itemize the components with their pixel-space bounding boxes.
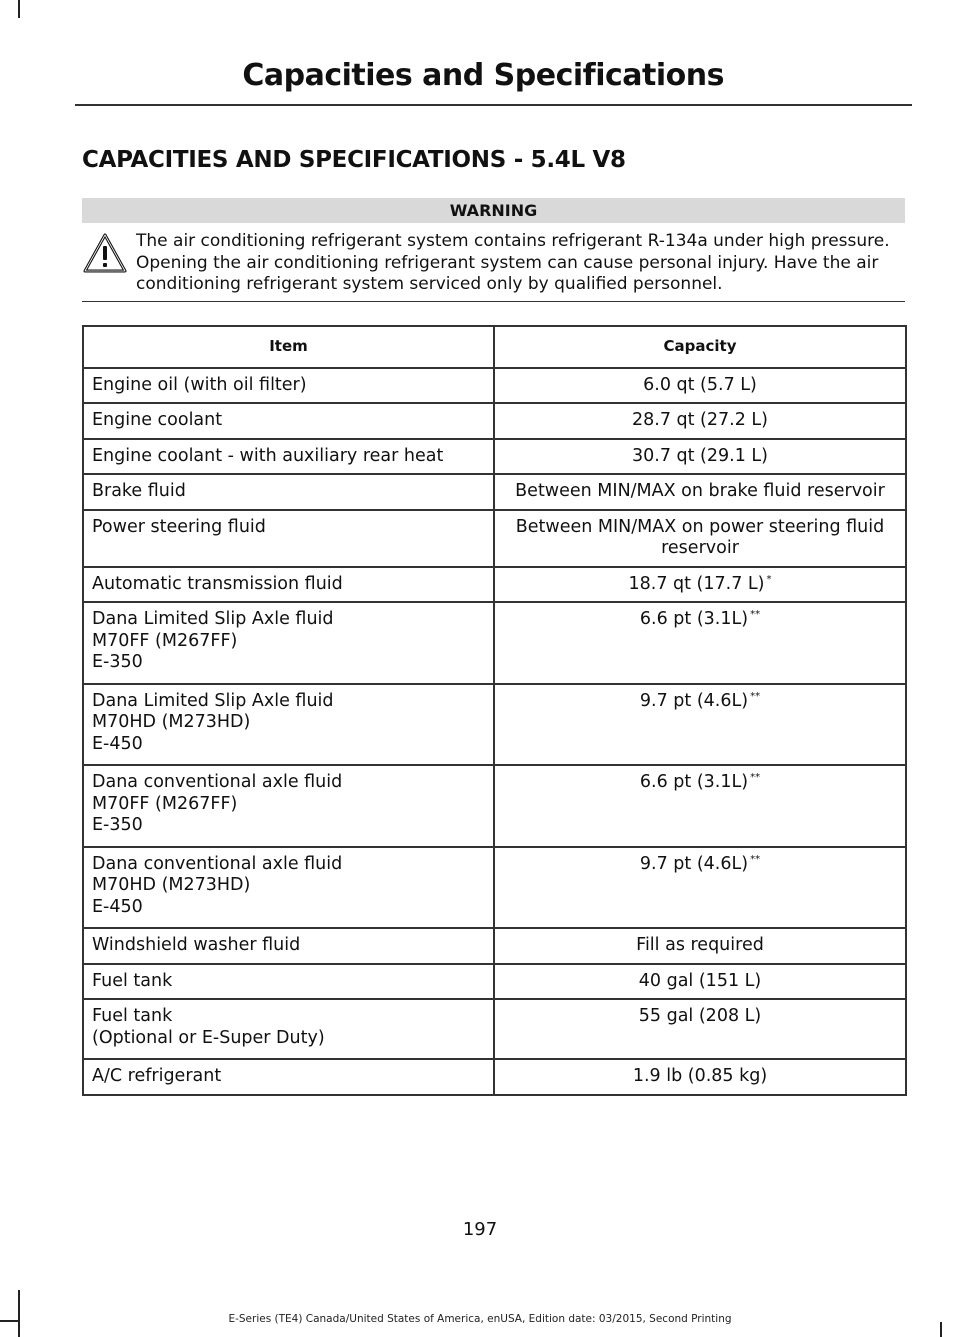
item-cell <box>83 928 494 964</box>
capacity-line <box>503 574 897 596</box>
item-line: Dana conventional axle fluid <box>92 772 343 792</box>
capacity-line <box>503 935 897 957</box>
capacity-cell <box>494 510 906 567</box>
capacity-cell <box>494 684 906 766</box>
item-line: Fuel tank <box>92 1006 173 1026</box>
warning-text: The air conditioning refrigerant system contains refrigerant R-134a under high pressure. Opening the air conditioning refrigerant system can cause personal injury. Have the air conditioning refrigerant system serviced only by qualified personnel. <box>136 231 890 294</box>
capacity-line <box>503 517 897 539</box>
item-line: Brake fluid <box>92 481 186 501</box>
page-number: 197 <box>462 1219 498 1240</box>
item-cell <box>83 602 494 684</box>
capacity-value: 28.7 qt (27.2 L) <box>632 410 768 430</box>
item-line: M70HD (M273HD) <box>92 712 251 732</box>
capacity-cell <box>494 847 906 929</box>
item-line: Windshield washer fluid <box>92 935 301 955</box>
capacity-value: 6.6 pt (3.1L) <box>639 609 749 629</box>
item-line: E-450 <box>92 733 143 754</box>
section-title: CAPACITIES AND SPECIFICATIONS - 5.4L V8 <box>82 147 626 173</box>
warning-rule <box>82 301 905 302</box>
capacity-value: 6.0 qt (5.7 L) <box>643 374 757 395</box>
item-line: Engine coolant - with auxiliary rear heat <box>92 445 444 466</box>
table-body <box>83 368 906 1095</box>
capacity-cell <box>494 439 906 475</box>
item-cell <box>83 403 494 439</box>
crop-mark-top-left <box>18 0 20 18</box>
footnote-marker: ** <box>750 690 761 702</box>
capacity-line <box>503 1006 897 1028</box>
header-rule <box>75 104 912 106</box>
item-line: Engine coolant <box>92 410 223 430</box>
capacity-line <box>503 375 897 397</box>
footer-text: E-Series (TE4) Canada/United States of America, enUSA, Edition date: 03/2015, Second Printing <box>228 1313 732 1325</box>
item-cell <box>83 567 494 603</box>
item-cell <box>83 999 494 1059</box>
item-cell <box>83 1059 494 1095</box>
table-row <box>83 1059 906 1095</box>
capacity-line <box>503 538 897 560</box>
table-row <box>83 567 906 603</box>
table-row <box>83 999 906 1059</box>
capacity-value: 40 gal (151 L) <box>638 970 762 991</box>
table-row <box>83 439 906 475</box>
capacity-value: 6.6 pt (3.1L) <box>639 772 749 792</box>
capacity-cell <box>494 403 906 439</box>
item-line: E-450 <box>92 896 143 917</box>
capacity-cell <box>494 602 906 684</box>
capacity-line <box>503 772 897 794</box>
item-line: Engine oil (with oil filter) <box>92 374 307 395</box>
table-row <box>83 602 906 684</box>
item-cell <box>83 765 494 847</box>
capacity-value: Between MIN/MAX on power steering fluid <box>515 516 885 537</box>
table-row <box>83 403 906 439</box>
item-cell <box>83 684 494 766</box>
item-line: Dana Limited Slip Axle fluid <box>92 609 334 629</box>
capacities-table <box>82 325 907 1096</box>
capacity-cell <box>494 567 906 603</box>
footnote-marker: ** <box>750 772 761 783</box>
table-header-row <box>83 326 906 368</box>
capacity-line <box>503 410 897 432</box>
table-row <box>83 368 906 404</box>
item-line: Dana Limited Slip Axle fluid <box>92 690 334 711</box>
item-cell <box>83 474 494 510</box>
item-line: (Optional or E-Super Duty) <box>92 1027 325 1048</box>
item-line: E-350 <box>92 815 143 835</box>
capacity-value: 55 gal (208 L) <box>638 1006 762 1026</box>
capacity-value: 9.7 pt (4.6L) <box>639 853 749 874</box>
item-line: E-350 <box>92 652 143 672</box>
table-row <box>83 928 906 964</box>
column-header-capacity: Capacity <box>494 326 906 368</box>
item-line: M70FF (M267FF) <box>92 793 238 814</box>
item-line: Automatic transmission fluid <box>92 573 343 594</box>
capacity-cell <box>494 928 906 964</box>
capacity-line <box>503 1066 897 1088</box>
item-cell <box>83 964 494 1000</box>
capacity-line <box>503 971 897 993</box>
table-row <box>83 684 906 766</box>
warning-label: WARNING <box>82 198 905 223</box>
capacity-value: 30.7 qt (29.1 L) <box>632 445 768 466</box>
table-row <box>83 765 906 847</box>
capacity-value: 18.7 qt (17.7 L) <box>628 573 765 594</box>
table-row <box>83 510 906 567</box>
capacity-cell <box>494 1059 906 1095</box>
table-row <box>83 964 906 1000</box>
warning-triangle-icon <box>82 232 128 274</box>
capacity-value: 1.9 lb (0.85 kg) <box>632 1066 768 1086</box>
item-line: A/C refrigerant <box>92 1066 222 1086</box>
footnote-marker: ** <box>750 853 761 865</box>
item-cell <box>83 847 494 929</box>
column-header-item: Item <box>83 326 494 368</box>
capacity-cell <box>494 964 906 1000</box>
table-row <box>83 847 906 929</box>
item-cell <box>83 510 494 567</box>
item-line: Fuel tank <box>92 970 173 991</box>
capacity-value: Between MIN/MAX on brake fluid reservoir <box>515 481 885 501</box>
capacity-value: 9.7 pt (4.6L) <box>639 690 749 711</box>
footnote-marker: ** <box>750 609 761 620</box>
capacity-cell <box>494 368 906 404</box>
item-line: M70FF (M267FF) <box>92 630 238 651</box>
capacity-cell <box>494 765 906 847</box>
capacity-value: Fill as required <box>636 935 764 955</box>
capacity-value: reservoir <box>661 538 739 558</box>
capacity-line <box>503 854 897 876</box>
capacity-line <box>503 481 897 503</box>
item-line: Dana conventional axle fluid <box>92 853 343 874</box>
table-row <box>83 474 906 510</box>
item-cell <box>83 368 494 404</box>
item-line: Power steering fluid <box>92 516 266 537</box>
capacity-cell <box>494 474 906 510</box>
capacity-cell <box>494 999 906 1059</box>
capacity-line <box>503 691 897 713</box>
capacity-line <box>503 609 897 631</box>
capacity-line <box>503 446 897 468</box>
item-cell <box>83 439 494 475</box>
page-header-title: Capacities and Specifications <box>242 58 724 93</box>
item-line: M70HD (M273HD) <box>92 875 251 895</box>
footnote-marker: * <box>766 573 772 585</box>
